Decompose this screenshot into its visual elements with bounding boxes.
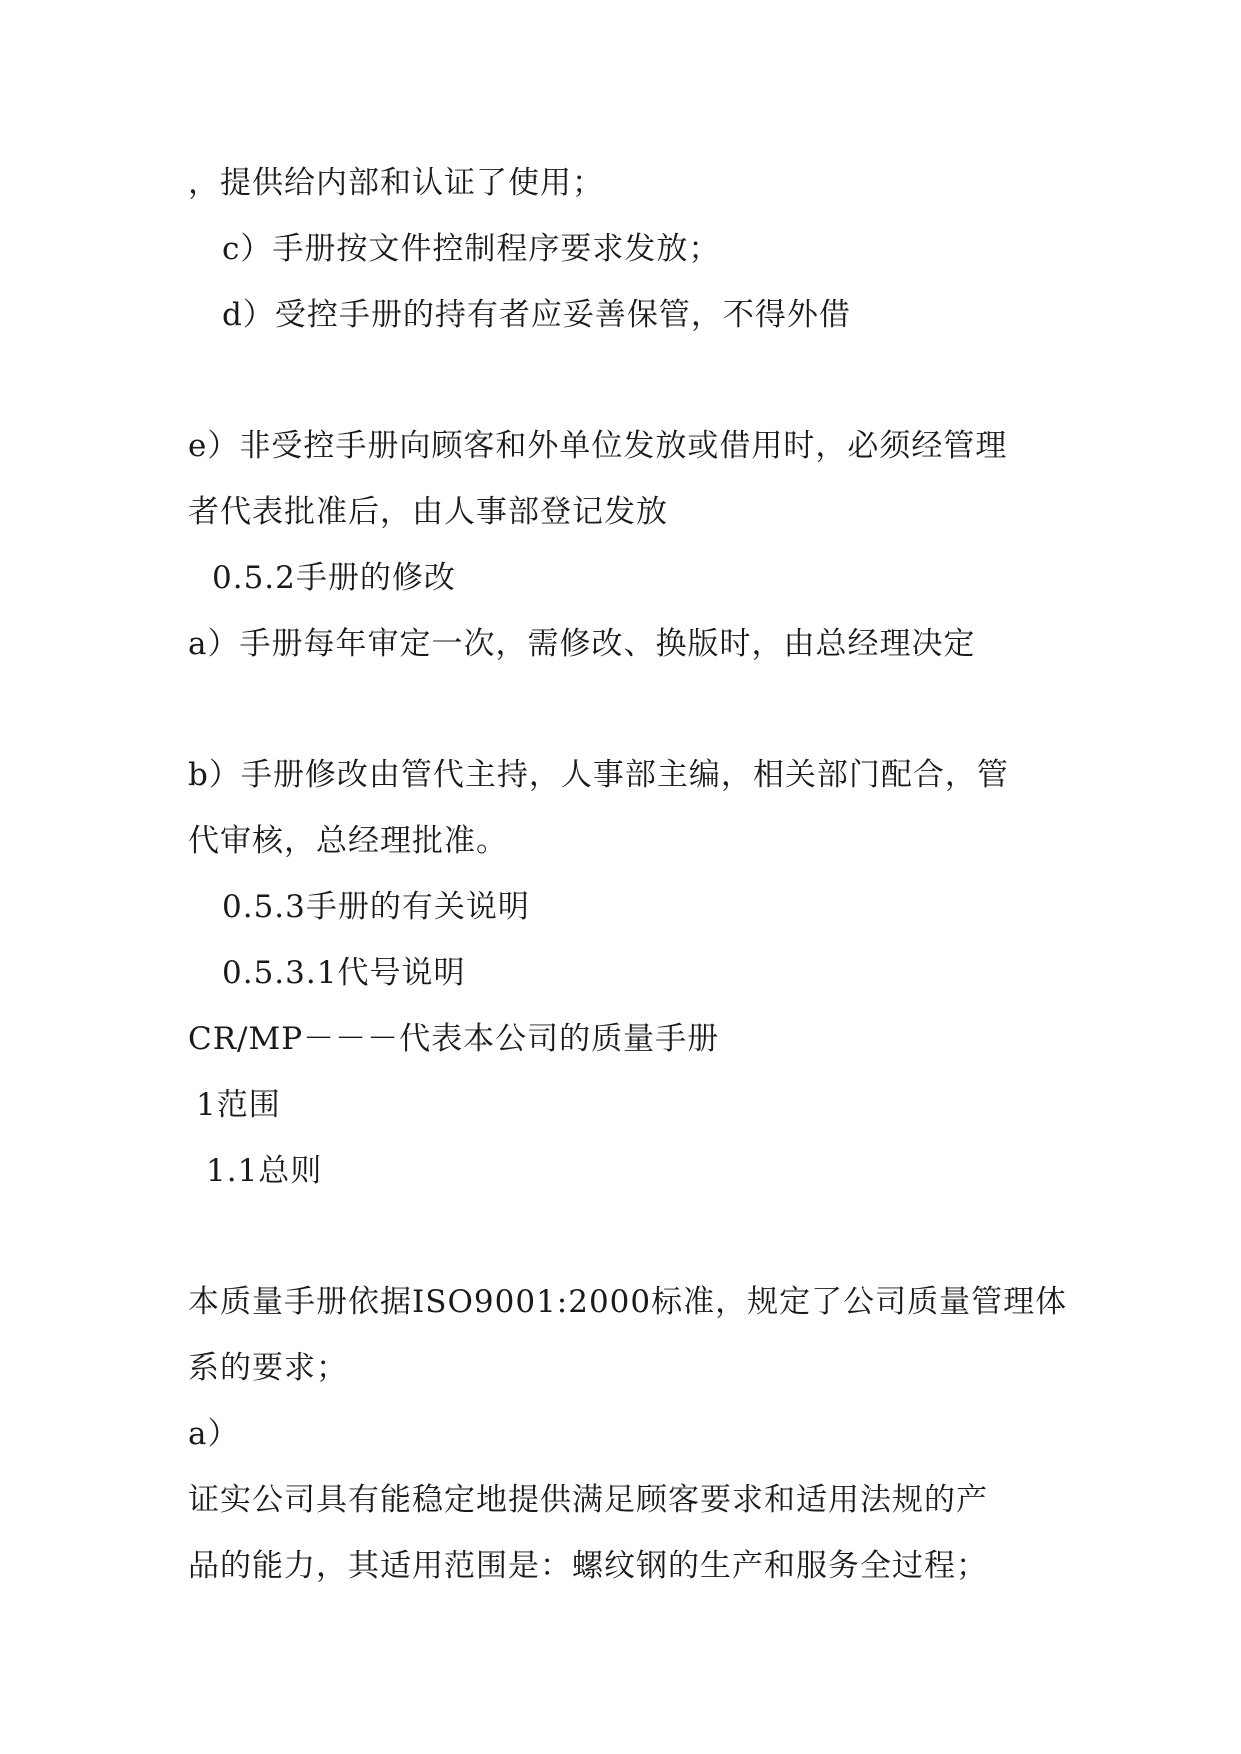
section-heading: 0.5.3.1代号说明 bbox=[222, 955, 466, 991]
text-line: 系的要求； bbox=[188, 1350, 348, 1386]
text-line: CR/MP－－－代表本公司的质量手册 bbox=[188, 1021, 720, 1057]
text-line: e）非受控手册向顾客和外单位发放或借用时，必须经管理 bbox=[188, 428, 1008, 464]
text-line: ，提供给内部和认证了使用； bbox=[188, 165, 604, 201]
text-line: 证实公司具有能稳定地提供满足顾客要求和适用法规的产 bbox=[188, 1482, 988, 1518]
text-line: a） bbox=[188, 1416, 240, 1452]
text-line: 本质量手册依据ISO9001:2000标准，规定了公司质量管理体 bbox=[188, 1284, 1068, 1320]
text-line: b）手册修改由管代主持，人事部主编，相关部门配合，管 bbox=[188, 757, 1009, 793]
text-line: 代审核，总经理批准。 bbox=[188, 823, 508, 859]
text-line: 品的能力，其适用范围是：螺纹钢的生产和服务全过程； bbox=[188, 1548, 988, 1584]
section-heading: 1.1总则 bbox=[206, 1153, 323, 1189]
section-heading: 0.5.2手册的修改 bbox=[212, 560, 456, 596]
text-line: 者代表批准后，由人事部登记发放 bbox=[188, 494, 668, 530]
text-line: c）手册按文件控制程序要求发放； bbox=[222, 231, 721, 267]
text-line: a）手册每年审定一次，需修改、换版时，由总经理决定 bbox=[188, 626, 976, 662]
text-line: d）受控手册的持有者应妥善保管，不得外借 bbox=[222, 297, 851, 333]
section-heading: 0.5.3手册的有关说明 bbox=[222, 889, 530, 925]
section-heading: 1范围 bbox=[196, 1087, 281, 1123]
